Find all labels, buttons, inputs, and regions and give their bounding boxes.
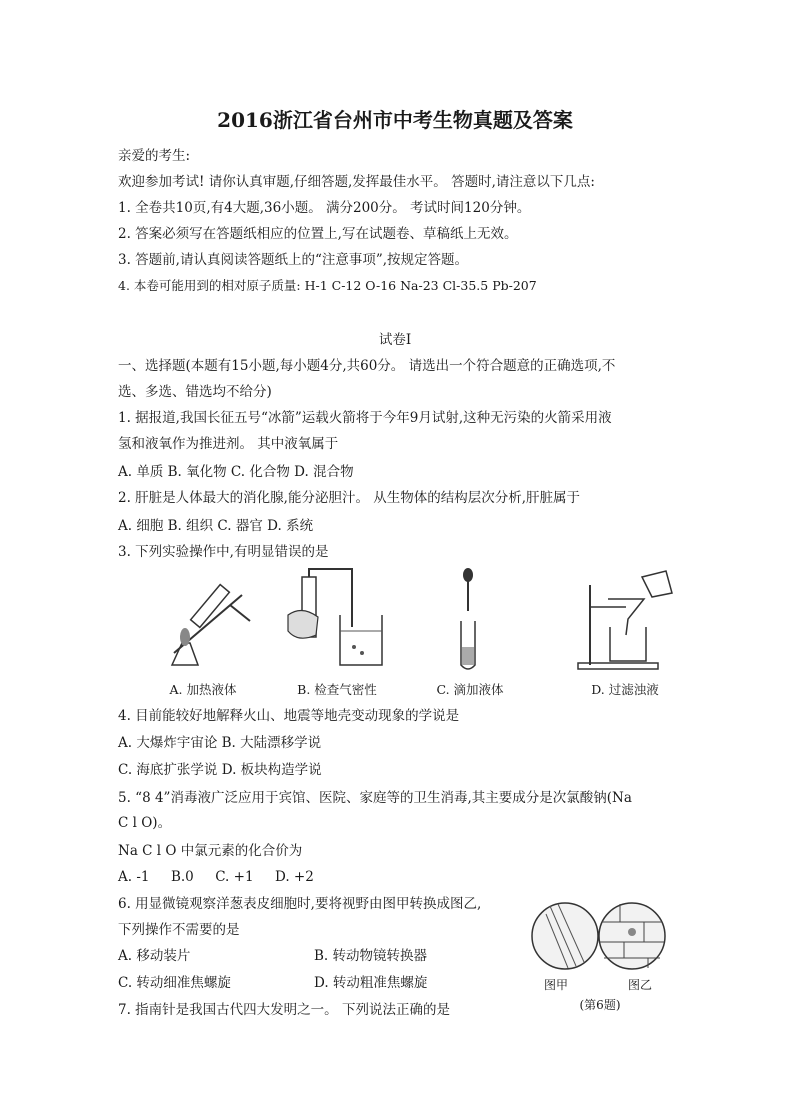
q2-stem: 2. 肝脏是人体最大的消化腺,能分泌胆汁。 从生物体的结构层次分析,肝脏属于 [118,490,581,506]
q6-option-a: A. 移动装片 [118,948,191,964]
heating-liquid-figure [150,565,260,677]
note-1: 1. 全卷共10页,有4大题,36小题。 满分200分。 考试时间120分钟。 [118,200,531,216]
note-3: 3. 答题前,请认真阅读答题纸上的“注意事项”,按规定答题。 [118,252,469,268]
q3-caption-d: D. 过滤浊液 [591,682,659,697]
note-4: 4. 本卷可能用到的相对原子质量: H-1 C-12 O-16 Na-23 Cl-35.5 Pb-207 [118,278,537,293]
q3-caption-c: C. 滴加液体 [436,682,504,697]
dropping-liquid-figure [430,565,510,677]
q6-stem: 6. 用显微镜观察洋葱表皮细胞时,要将视野由图甲转换成图乙, [118,896,482,912]
q5-options: A. -1 B.0 C. +1 D. +2 [118,869,314,885]
microscope-figure [528,898,668,978]
q6-fig-label-a: 图甲 [543,978,568,992]
filtration-figure [572,565,682,677]
q6-option-c: C. 转动细准焦螺旋 [118,975,231,991]
q4-options-cd: C. 海底扩张学说 D. 板块构造学说 [118,762,322,778]
q4-stem: 4. 目前能较好地解释火山、地震等地壳变动现象的学说是 [118,708,460,724]
section-instructions: 一、选择题(本题有15小题,每小题4分,共60分。 请选出一个符合题意的正确选项,不 [118,358,616,374]
q5-formula-line: Na C l O 中氯元素的化合价为 [118,843,303,859]
q2-options: A. 细胞 B. 组织 C. 器官 D. 系统 [118,518,314,534]
q3-stem: 3. 下列实验操作中,有明显错误的是 [118,544,329,560]
q6-stem-cont: 下列操作不需要的是 [118,922,240,938]
q5-stem: 5. “8 4”消毒液广泛应用于宾馆、医院、家庭等的卫生消毒,其主要成分是次氯酸钠(Na [118,790,632,806]
q1-stem: 1. 据报道,我国长征五号“冰箭”运载火箭将于今年9月试射,这种无污染的火箭采用液 [118,410,612,426]
q7-stem: 7. 指南针是我国古代四大发明之一。 下列说法正确的是 [118,1002,450,1018]
q4-options-ab: A. 大爆炸宇宙论 B. 大陆漂移学说 [118,735,322,751]
note-2: 2. 答案必须写在答题纸相应的位置上,写在试题卷、草稿纸上无效。 [118,226,518,242]
q5-stem-cont: C l O)。 [118,815,172,831]
page-title: 2016浙江省台州市中考生物真题及答案 [217,108,573,132]
q3-caption-b: B. 检查气密性 [297,682,377,697]
q6-option-b: B. 转动物镜转换器 [314,948,428,964]
q1-options: A. 单质 B. 氧化物 C. 化合物 D. 混合物 [118,464,354,480]
greeting: 亲爱的考生: [118,148,191,164]
welcome-text: 欢迎参加考试! 请你认真审题,仔细答题,发挥最佳水平。 答题时,请注意以下几点: [118,174,595,190]
q1-stem-cont: 氢和液氧作为推进剂。 其中液氧属于 [118,436,339,452]
q6-option-d: D. 转动粗准焦螺旋 [314,975,428,991]
airtightness-figure [282,565,392,677]
section-instructions-cont: 选、多选、错选均不给分) [118,384,272,400]
q6-fig-caption: (第6题) [579,998,621,1012]
q6-fig-label-b: 图乙 [627,978,652,992]
section-heading: 试卷Ⅰ [378,332,412,348]
q3-caption-a: A. 加热液体 [169,682,237,697]
